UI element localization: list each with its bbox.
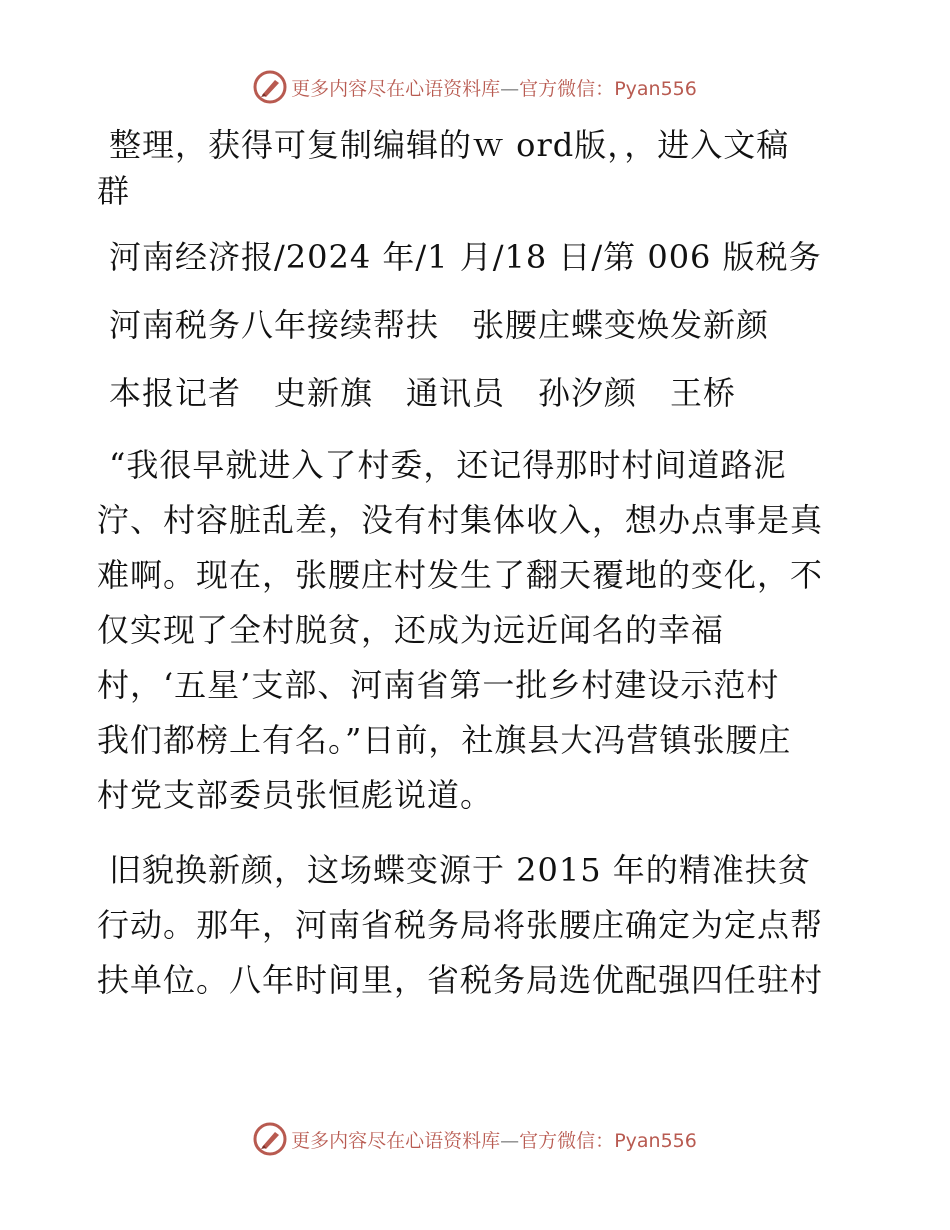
pen-seal-icon <box>253 70 287 104</box>
watermark-text: 更多内容尽在心语资料库—官方微信：Pyan556 <box>291 1129 697 1152</box>
intro-note: 整理，获得可复制编辑的ｗ ord版，，进入文稿 群 <box>97 126 790 210</box>
byline: 本报记者 史新旗 通讯员 孙汐颜 王桥 <box>109 374 737 412</box>
headline: 河南税务八年接续帮扶 张腰庄蝶变焕发新颜 <box>109 306 770 344</box>
document-body <box>97 122 857 1028</box>
header-watermark <box>0 70 950 104</box>
watermark-text: 更多内容尽在心语资料库—官方微信：Pyan556 <box>291 77 697 100</box>
paragraph-2: 旧貌换新颜，这场蝶变源于 2015 年的精准扶贫 行动。那年，河南省税务局将张腰庄确定为定点帮 扶单位。八年时间里，省税务局选优配强四任驻村 <box>97 851 824 999</box>
paragraph-1: “我很早就进入了村委，还记得那时村间道路泥 泞、村容脏乱差，没有村集体收入，想办点事是真 难啊。现在，张腰庄村发生了翻天覆地的变化，不 仅实现了全村脱贫，还成为远近闻名的幸福 村，‘五星’支部、河南省第一批乡村建设示范村 我们都榜上有名。”日前，社旗县大冯营镇张腰庄 村党支部委员张恒彪说道。 <box>97 446 824 814</box>
source-line: 河南经济报/2024 年/1 月/18 日/第 006 版税务 <box>109 238 822 276</box>
footer-watermark <box>0 1122 950 1156</box>
pen-seal-icon <box>253 1122 287 1156</box>
